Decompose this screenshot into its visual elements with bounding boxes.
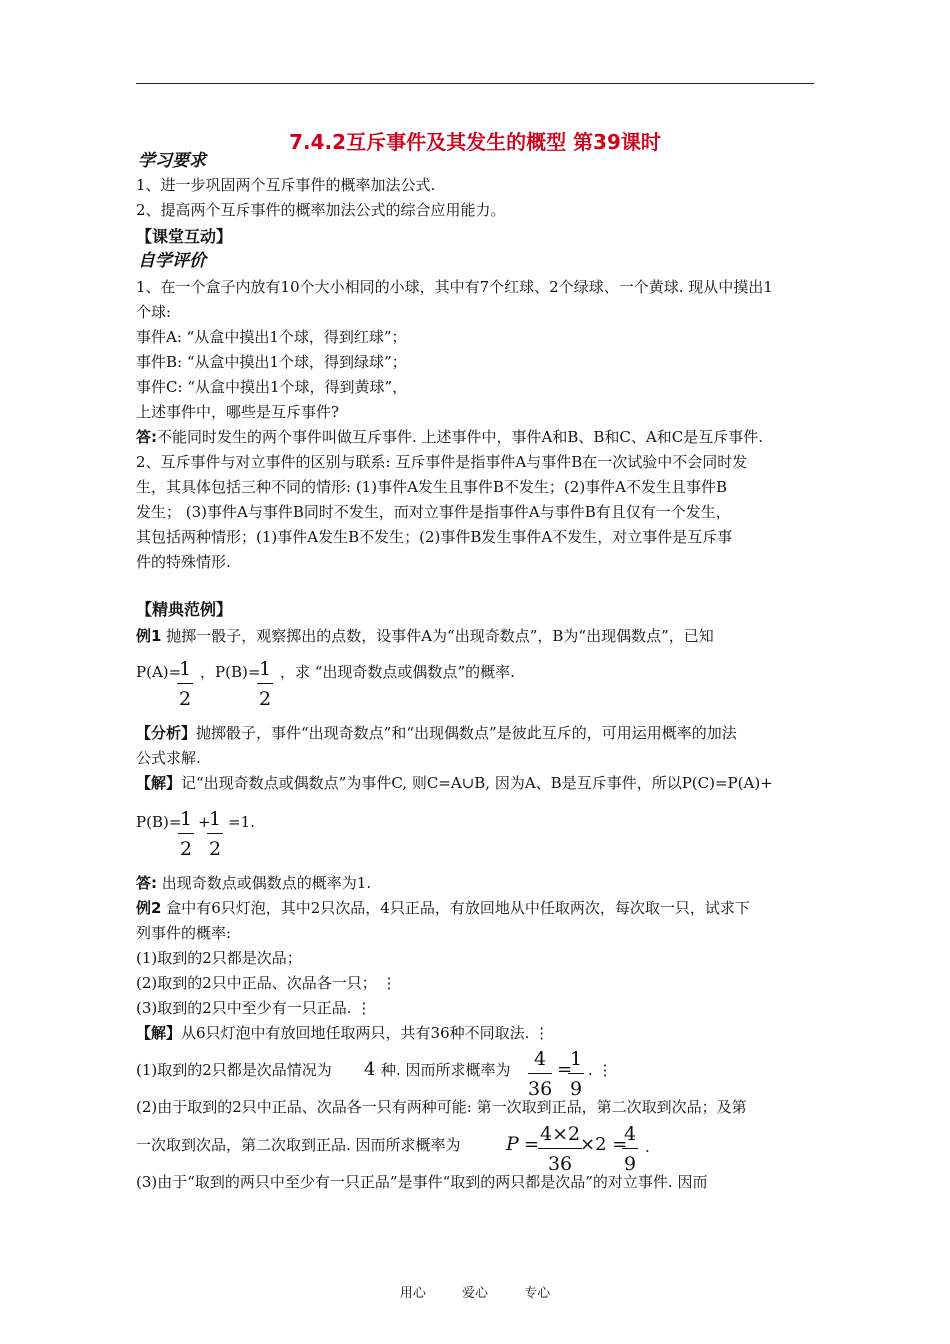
question-2-line-3: 发生； (3)事件A与事件B同时不发生，而对立事件是指事件A与事件B有且仅有一个发生， xyxy=(136,503,731,521)
example-2-question-1: (1)取到的2只都是次品； xyxy=(136,949,302,967)
solution-part-2-line-1: (2)由于取到的2只中正品、次品各一只有两种可能: 第一次取到正品，第二次取到次品；及第 xyxy=(136,1098,747,1116)
answer-label: 答: xyxy=(136,428,157,446)
example-1-text: 抛掷一骰子，观察掷出的点数，设事件A为“出现奇数点”，B为“出现偶数点”，已知 xyxy=(161,627,714,645)
times-two-equals: ×2 = xyxy=(580,1134,628,1155)
analysis-text: 抛掷骰子，事件“出现奇数点”和“出现偶数点”是彼此互斥的，可用运用概率的加法 xyxy=(196,724,737,742)
question-1-line-2: 个球: xyxy=(136,303,172,321)
question-2-line-2: 生，其具体包括三种不同的情形: (1)事件A发生且事件B不发生；(2)事件A不发生且事件B xyxy=(136,478,728,496)
equals-one: =1. xyxy=(228,813,255,831)
analysis-line-2: 公式求解. xyxy=(136,749,201,767)
solution-part-2-line-2: 一次取到次品，第二次取到正品. 因而所求概率为 xyxy=(136,1136,461,1154)
event-a: 事件A: “从盒中摸出1个球，得到红球”； xyxy=(136,328,407,346)
example-2-question-3: (3)取到的2只中至少有一只正品. ⋮ xyxy=(136,999,372,1017)
solution-text: 从6只灯泡中有放回地任取两只，共有36种不同取法. ⋮ xyxy=(181,1024,550,1042)
section-heading-requirements: 学习要求 xyxy=(138,151,206,171)
requirement-1: 1、进一步巩固两个互斥事件的概率加法公式. xyxy=(136,176,436,194)
solution-label: 【解】 xyxy=(136,1024,182,1042)
footer-word: 用心 xyxy=(399,1286,426,1301)
answer-1 xyxy=(136,430,763,445)
header-rule xyxy=(136,83,814,84)
solution-part-1-text: (1)取到的2只都是次品情况为 xyxy=(136,1061,332,1079)
solution-part-3-line-1: (3)由于“取到的两只中至少有一只正品”是事件“取到的两只都是次品”的对立事件. 因而 xyxy=(136,1173,708,1191)
section-heading-class: 【课堂互动】 xyxy=(136,227,233,246)
solution-2-line xyxy=(136,1026,549,1041)
solution-line-1 xyxy=(136,776,773,791)
example-1-line-1 xyxy=(136,629,714,644)
example-2-question-2: (2)取到的2只中正品、次品各一只； ⋮ xyxy=(136,974,397,992)
example-1-pb: ，P(B)= xyxy=(200,663,261,681)
analysis-label: 【分析】 xyxy=(136,724,197,742)
fraction-4x2-36: $\frac{4\times 2}{36}$ xyxy=(540,1123,581,1175)
answer-text: 不能同时发生的两个事件叫做互斥事件. 上述事件中，事件A和B、B和C、A和C是互斥事件. xyxy=(157,428,763,446)
question-2-line-5: 件的特殊情形. xyxy=(136,553,231,571)
question-2-line-1: 2、互斥事件与对立事件的区别与联系: 互斥事件是指事件A与事件B在一次试验中不会同时发 xyxy=(136,453,748,471)
question-2-line-4: 其包括两种情形；(1)事件A发生B不发生；(2)事件B发生事件A不发生，对立事件是互斥事 xyxy=(136,528,733,546)
section-heading-self-eval: 自学评价 xyxy=(138,251,206,271)
example-2-line-2: 列事件的概率: xyxy=(136,924,232,942)
question-1-ask: 上述事件中，哪些是互斥事件? xyxy=(136,403,340,421)
answer-label: 答: xyxy=(136,874,157,892)
solution-part-1-four: 4 xyxy=(364,1059,376,1080)
example-1-label: 例1 xyxy=(136,627,162,645)
fraction-one-half: $\frac{1}{2}$ xyxy=(179,658,192,710)
fraction-one-half: $\frac{1}{2}$ xyxy=(180,808,193,860)
example-2-label: 例2 xyxy=(136,899,162,917)
event-c: 事件C: “从盒中摸出1个球，得到黄球”， xyxy=(136,378,408,396)
answer-2 xyxy=(136,876,371,891)
period: . xyxy=(645,1138,650,1156)
analysis-line-1 xyxy=(136,726,737,741)
example-1-pa: P(A)= xyxy=(136,663,182,681)
example-2-text: 盒中有6只灯泡，其中2只次品，4只正品，有放回地从中任取两次，每次取一只，试求下 xyxy=(161,899,750,917)
fraction-one-half: $\frac{1}{2}$ xyxy=(209,808,222,860)
footer-word: 专心 xyxy=(524,1286,551,1301)
fraction-4-36: $\frac{4}{36}$ xyxy=(528,1048,553,1100)
requirement-2: 2、提高两个互斥事件的概率加法公式的综合应用能力。 xyxy=(136,201,506,219)
fraction-4-9: $\frac{4}{9}$ xyxy=(624,1123,637,1175)
fraction-one-half: $\frac{1}{2}$ xyxy=(259,658,272,710)
example-2-line-1 xyxy=(136,901,750,916)
solution-part-1-end: . ⋮ xyxy=(588,1061,613,1079)
page-title: 7.4.2互斥事件及其发生的概型 第39课时 xyxy=(289,130,661,154)
example-1-ask: ，求 “出现奇数点或偶数点”的概率. xyxy=(280,663,515,681)
answer-text: 出现奇数点或偶数点的概率为1. xyxy=(157,874,372,892)
equals-sign: = xyxy=(557,1059,573,1080)
solution-part-1-mid: 种. 因而所求概率为 xyxy=(381,1061,511,1079)
solution-label: 【解】 xyxy=(136,774,182,792)
page-footer xyxy=(0,1282,950,1301)
section-heading-examples: 【精典范例】 xyxy=(136,600,233,619)
solution-text: 记“出现奇数点或偶数点”为事件C, 则C=A∪B, 因为A、B是互斥事件，所以P(C)=P(A)+ xyxy=(181,774,773,792)
probability-symbol: P xyxy=(506,1133,519,1155)
equals-sign: = xyxy=(524,1134,540,1155)
question-1-line-1: 1、在一个盒子内放有10个大小相同的小球，其中有7个红球、2个绿球、一个黄球. 现从中摸出1 xyxy=(136,278,773,296)
footer-word: 爱心 xyxy=(461,1286,488,1301)
event-b: 事件B: “从盒中摸出1个球，得到绿球”； xyxy=(136,353,407,371)
plus-sign: + xyxy=(198,813,211,831)
fraction-1-9: $\frac{1}{9}$ xyxy=(570,1048,583,1100)
solution-pb: P(B)= xyxy=(136,813,182,831)
